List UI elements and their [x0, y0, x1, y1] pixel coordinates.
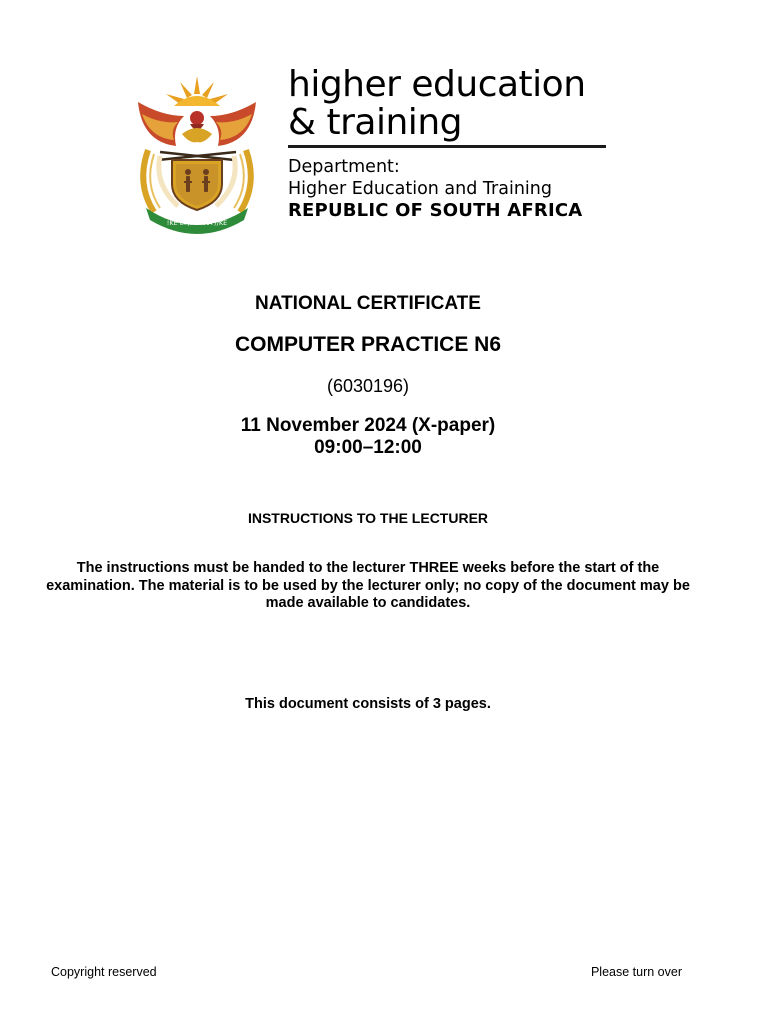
department-name: Higher Education and Training — [288, 179, 552, 199]
exam-time: 09:00–12:00 — [314, 437, 422, 458]
footer-turn-over: Please turn over — [590, 965, 682, 979]
instructions-heading: INSTRUCTIONS TO THE LECTURER — [247, 510, 489, 526]
subject-code: (6030196) — [326, 376, 410, 396]
coat-of-arms-icon — [132, 72, 262, 234]
footer-copyright: Copyright reserved — [51, 965, 157, 979]
exam-date-time — [0, 415, 736, 459]
department-block — [288, 156, 608, 222]
page-count: This document consists of 3 pages. — [245, 696, 491, 712]
instructions-body: The instructions must be handed to the lecturer THREE weeks before the start of the examination. The material is to be used by the lecturer only; no copy of the document may be made available to candidates. — [46, 560, 690, 611]
brand-divider — [288, 145, 606, 148]
department-label: Department: — [288, 157, 400, 177]
brand-line-2: & training — [288, 102, 462, 143]
motto-text: !KE E: /XARRA //KE — [166, 219, 228, 227]
subject-title: COMPUTER PRACTICE N6 — [234, 333, 502, 356]
letterhead — [128, 66, 618, 238]
exam-date: 11 November 2024 (X-paper) — [240, 415, 496, 436]
country-name: REPUBLIC OF SOUTH AFRICA — [288, 200, 583, 221]
brand-block — [288, 66, 608, 222]
brand-line-1: higher education — [288, 64, 586, 105]
certificate-title: NATIONAL CERTIFICATE — [255, 293, 481, 314]
